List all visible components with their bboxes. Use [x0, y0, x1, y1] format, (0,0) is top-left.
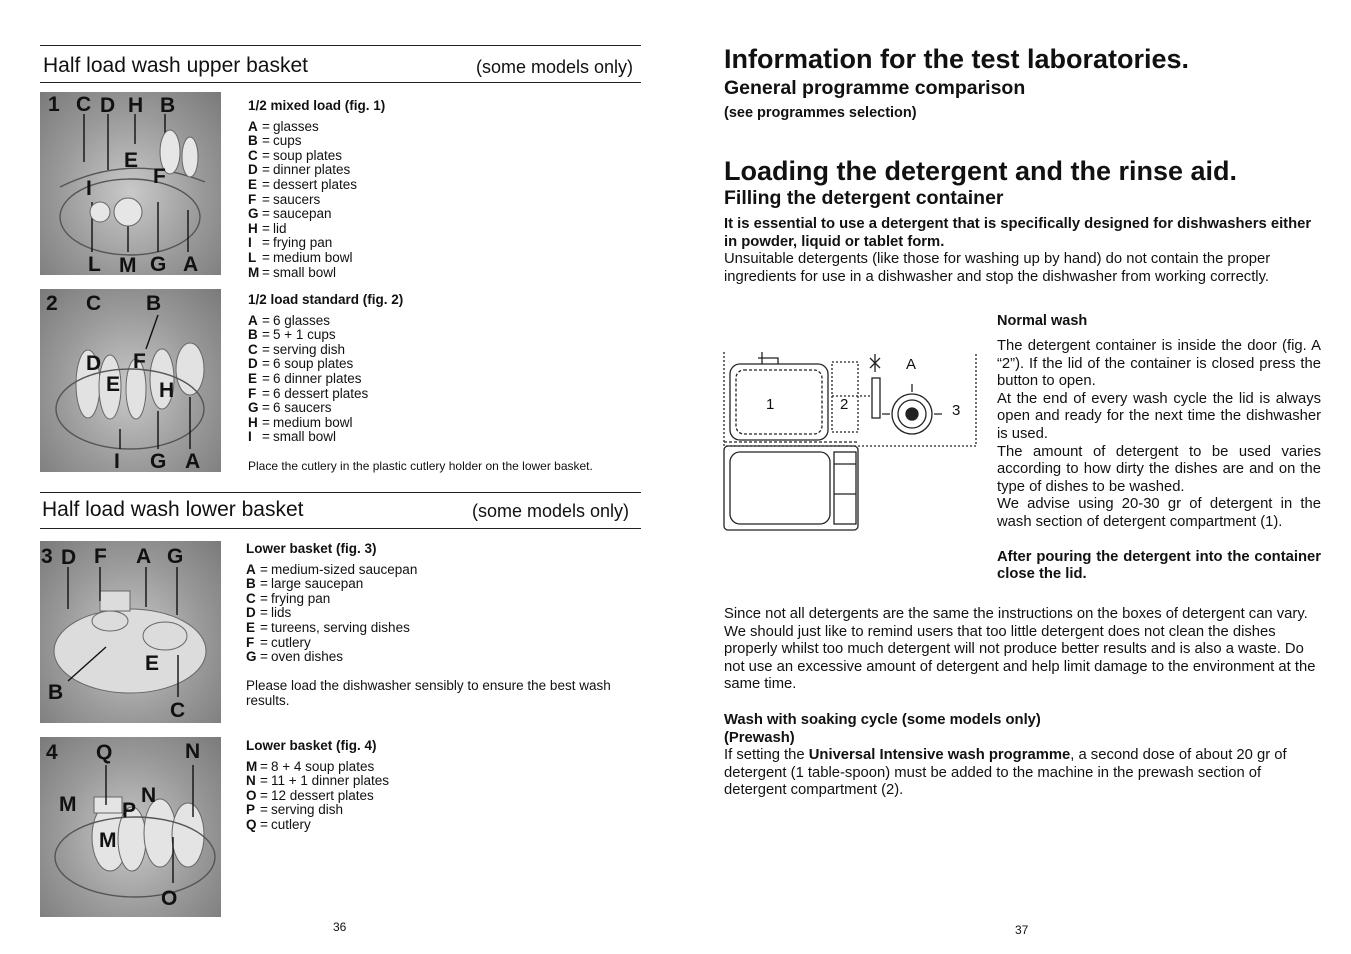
detergent-container-drawing: [722, 344, 980, 534]
normal-wash-text: [997, 338, 1321, 584]
detergent-loading-title: Loading the detergent and the rinse aid.: [724, 156, 1238, 186]
legend-row: B = 5 + 1 cups: [248, 327, 336, 343]
lower-section-bottom-rule: [40, 528, 641, 529]
upper-section-bottom-rule: [40, 82, 641, 83]
legend-row: E = dessert plates: [248, 176, 358, 192]
figure-2-number: 2: [46, 292, 58, 315]
legend-row: M = small bowl: [248, 264, 337, 280]
figure-4-label: Q: [96, 741, 113, 764]
lab-info-title: Information for the test laboratories.: [724, 44, 1190, 74]
normal-wash-paragraph: We advise using 20-30 gr of detergent in the wash section of detergent compartment (1).: [997, 496, 1321, 530]
figure-3-photo: [40, 541, 221, 723]
legend-row: I = small bowl: [248, 429, 337, 445]
figure-2-photo: [40, 289, 221, 472]
legend-row: D = dinner plates: [248, 162, 351, 178]
soaking-cycle-text: If setting the Universal Intensive wash programme, a second dose of about 20 gr of detergent (1 table-spoon) must be added to the machine in the prewash section of detergent compartment (2).: [724, 747, 1287, 799]
figure-3-label: D: [61, 546, 77, 569]
legend-row: C = serving dish: [248, 341, 346, 357]
normal-wash-heading: Normal wash: [997, 313, 1088, 329]
normal-wash-paragraph: The amount of detergent to be used varies according to how dirty the dishes are and on the type of dishes to be washed.: [997, 443, 1321, 495]
figure-4-number: 4: [46, 741, 58, 764]
diagram-label-a: A: [906, 356, 917, 373]
figure-1-legend-title: 1/2 mixed load (fig. 1): [248, 98, 386, 113]
figure-4-label: P: [122, 799, 137, 822]
legend-row: E = tureens, serving dishes: [246, 619, 410, 635]
legend-row: L = medium bowl: [248, 249, 353, 265]
detergent-intro: [724, 216, 1321, 286]
figure-1-label: A: [183, 253, 199, 275]
detergent-intro-bold: It is essential to use a detergent that is specifically designed for dishwashers either in powder, liquid or tablet form.: [724, 216, 1312, 250]
figure-3-legend: [246, 542, 417, 665]
legend-row: O = 12 dessert plates: [246, 787, 374, 803]
legend-row: I = frying pan: [248, 235, 333, 251]
figure-3-label: F: [94, 545, 107, 568]
programme-comparison-subtitle: General programme comparison: [724, 77, 1026, 99]
legend-row: Q = cutlery: [246, 816, 311, 832]
figure-4-label: N: [185, 740, 201, 763]
figure-1-label: G: [150, 253, 167, 275]
soaking-cycle-section: [724, 712, 1321, 800]
figure-4-legend-title: Lower basket (fig. 4): [246, 738, 377, 753]
legend-row: F = cutlery: [246, 634, 311, 650]
figure-4-lines: [40, 737, 221, 917]
figure-3-load-note: Please load the dishwasher sensibly to ensure the best wash results.: [246, 678, 611, 708]
legend-row: G = oven dishes: [246, 649, 344, 665]
figure-2-label: I: [114, 450, 120, 472]
figure-1-label: B: [160, 94, 176, 117]
programme-selection-note: (see programmes selection): [724, 105, 917, 121]
figure-1-number: 1: [48, 93, 60, 116]
figure-2-legend: [248, 293, 403, 445]
figure-2-label: F: [133, 350, 146, 373]
detergent-amount-paragraph: Since not all detergents are the same the instructions on the boxes of detergent can vary. We should just like to remind users that too little detergent does not clean the dishes properly whilst too much detergent will not produce better results and is also a waste. Do not use an excessive amount of detergent and help limit damage to the environment at the same time.: [724, 606, 1316, 693]
legend-row: B = large saucepan: [246, 576, 364, 592]
lower-section-note: (some models only): [472, 501, 630, 521]
legend-row: G = 6 saucers: [248, 400, 332, 416]
figure-1-label: D: [100, 94, 116, 117]
universal-intensive-programme-name: Universal Intensive wash programme: [808, 747, 1071, 764]
detergent-container-diagram: [722, 344, 980, 534]
upper-section-note: (some models only): [476, 57, 634, 77]
diagram-label-one: 1: [766, 396, 775, 413]
legend-row: H = lid: [248, 220, 287, 236]
legend-row: F = 6 dessert plates: [248, 385, 369, 401]
figure-3-label: G: [167, 545, 184, 568]
figure-4-label: M: [59, 793, 77, 816]
diagram-label-two: 2: [840, 396, 849, 413]
figure-3-label: A: [136, 545, 152, 568]
figure-1-lines: [40, 92, 221, 275]
figure-2-label: C: [86, 292, 102, 315]
soaking-cycle-heading: Wash with soaking cycle (some models only): [724, 712, 1041, 728]
figure-4-label: M: [99, 829, 117, 852]
figure-1-label: E: [124, 149, 139, 172]
figure-2-legend-title: 1/2 load standard (fig. 2): [248, 292, 404, 307]
upper-section-top-rule: [40, 45, 641, 46]
legend-row: G = saucepan: [248, 206, 332, 222]
figure-3-number: 3: [41, 545, 53, 568]
figure-1-legend: [248, 99, 385, 280]
figure-2-label: A: [185, 450, 201, 472]
legend-row: D = lids: [246, 605, 292, 621]
legend-row: F = saucers: [248, 191, 321, 207]
figure-3-label: C: [170, 699, 186, 722]
figure-1-label: H: [128, 94, 144, 117]
legend-row: C = soup plates: [248, 147, 343, 163]
legend-row: B = cups: [248, 133, 302, 149]
legend-row: D = 6 soup plates: [248, 356, 354, 372]
figure-2-label: B: [146, 292, 162, 315]
figure-1-label: C: [76, 93, 92, 116]
figure-4-legend: [246, 739, 389, 833]
figure-2-label: H: [159, 379, 175, 402]
figure-1-label: F: [153, 165, 166, 188]
legend-row: M = 8 + 4 soup plates: [246, 758, 375, 774]
close-lid-note: After pouring the detergent into the container close the lid.: [997, 548, 1321, 583]
lower-section-top-rule: [40, 492, 641, 493]
figure-4-label: N: [141, 784, 157, 807]
figure-2-cutlery-note: Place the cutlery in the plastic cutlery holder on the lower basket.: [248, 459, 593, 473]
figure-4-photo: [40, 737, 221, 917]
legend-row: A = glasses: [248, 118, 319, 134]
figure-2-label: E: [106, 373, 121, 396]
legend-row: A = 6 glasses: [248, 312, 331, 328]
legend-row: N = 11 + 1 dinner plates: [246, 773, 389, 789]
legend-row: A = medium-sized saucepan: [246, 561, 418, 577]
normal-wash-paragraph: The detergent container is inside the door (fig. A “2”). If the lid of the container is closed press the button to open.: [997, 338, 1321, 390]
legend-row: P = serving dish: [246, 802, 344, 818]
legend-row: E = 6 dinner plates: [248, 370, 362, 386]
legend-row: H = medium bowl: [248, 414, 353, 430]
filling-detergent-subtitle: Filling the detergent container: [724, 187, 1004, 209]
figure-1-label: M: [119, 254, 137, 275]
figure-2-lines: [40, 289, 221, 472]
figure-1-photo: [40, 92, 221, 275]
detergent-intro-text: Unsuitable detergents (like those for washing up by hand) do not contain the proper ingredients for use in a dishwasher and stop the dishwasher from working correctly.: [724, 251, 1271, 285]
normal-wash-paragraph: At the end of every wash cycle the lid is always open and ready for the next time the dishwasher is used.: [997, 390, 1321, 442]
figure-3-label: B: [48, 681, 64, 704]
figure-3-legend-title: Lower basket (fig. 3): [246, 541, 377, 556]
figure-1-label: L: [88, 253, 101, 275]
lower-section-title: Half load wash lower basket: [42, 498, 304, 521]
page-number-right: 37: [1015, 923, 1029, 937]
figure-3-label: E: [145, 652, 160, 675]
figure-2-label: D: [86, 352, 102, 375]
page-number-left: 36: [333, 920, 347, 934]
diagram-label-three: 3: [952, 402, 961, 419]
figure-2-label: G: [150, 450, 167, 472]
legend-row: C = frying pan: [246, 590, 331, 606]
figure-4-label: O: [161, 887, 178, 910]
prewash-heading: (Prewash): [724, 729, 795, 746]
figure-1-label: I: [86, 177, 92, 200]
upper-section-title: Half load wash upper basket: [43, 54, 308, 77]
